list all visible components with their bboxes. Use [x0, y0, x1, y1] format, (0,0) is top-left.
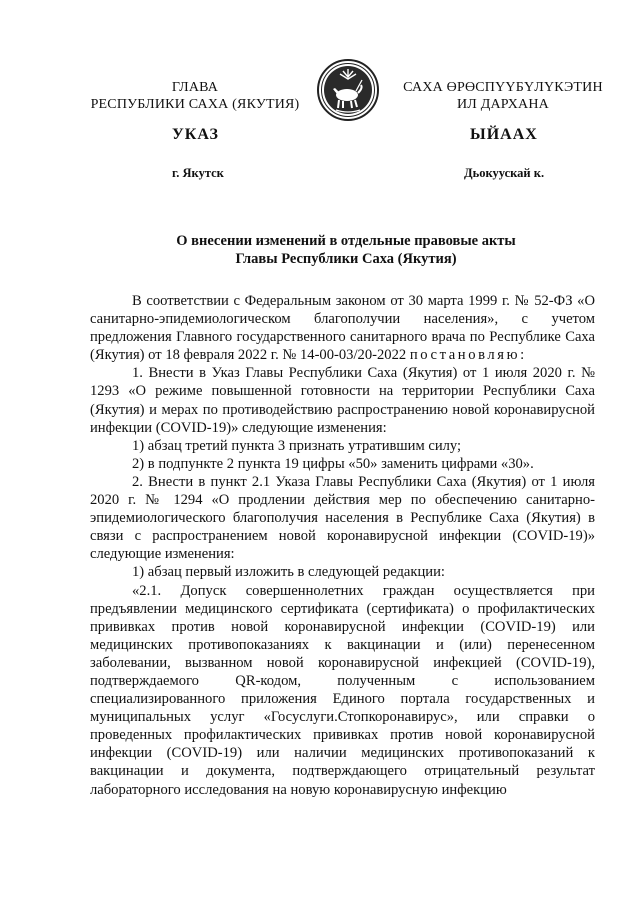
sakha-republic-emblem-icon: [316, 58, 380, 122]
decree-heading: [100, 232, 592, 268]
item-1-subitem-2: 2) в подпункте 2 пункта 19 цифры «50» заменить цифрами «30».: [132, 455, 534, 472]
heading-line-1: О внесении изменений в отдельные правовые акты: [176, 233, 516, 249]
item-2-paragraph: 2. Внести в пункт 2.1 Указа Главы Республики Саха (Якутия) от 1 июля 2020 г. № 1294 «О продлении действия мер по обеспечению санитарно-эпидемиологического благополучия населения в Республике Саха (Якутия) в связи с распространением новой коронавирусной инфекции (COVID-19)» следующие изменения:: [90, 473, 595, 563]
issuer-header-russian: [80, 79, 310, 113]
issuer-republic-sakha: САХА ӨРӨСПҮҮБҮЛҮКЭТИН: [403, 80, 603, 95]
new-clause-2-1: «2.1. Допуск совершеннолетних граждан осуществляется при предъявлении медицинского сертификата (сертификата) о профилактических прививках против новой коронавирусной инфекции (COVID-19) или медицинских противопоказаниях к вакцинации и (или) перенесенном заболевании, вызванном новой коронавирусной инфекцией (COVID-19), подтверждаемого QR-кодом, полученным с использованием специализированного приложения Единого портала государственных и муниципальных услуг «Госуслуги.Стопкоронавирус», или справки о проведенных профилактических прививках против новой коронавирусной инфекции (COVID-19) или наличии медицинских противопоказаний к вакцинации и документа, подтверждающего отрицательный результат лабораторного исследования на новую коронавирусную инфекцию: [90, 582, 595, 798]
item-1-subitem-1: 1) абзац третий пункта 3 признать утратившим силу;: [132, 437, 462, 454]
issuer-title-sakha: ИЛ ДАРХАНА: [456, 97, 549, 112]
issuer-republic-ru: РЕСПУБЛИКИ САХА (ЯКУТИЯ): [90, 97, 300, 112]
place-sakha: Дьокуускай к.: [464, 166, 545, 180]
decree-body: [90, 292, 595, 799]
doc-type-russian: УКАЗ: [172, 126, 219, 143]
preamble-text: В соответствии с Федеральным законом от 30 марта 1999 г. № 52-ФЗ «О санитарно-эпидемиологическом благополучии населения», с учетом предложения Главного государственного санитарного врача по Республике Саха (Якутия) от 18 февраля 2022 г. № 14-00-03/20-2022: [90, 293, 595, 364]
resolve-phrase: постановляю:: [409, 347, 527, 364]
heading-line-2: Главы Республики Саха (Якутия): [235, 251, 457, 267]
item-1-paragraph: 1. Внести в Указ Главы Республики Саха (Якутия) от 1 июля 2020 г. № 1293 «О режиме повышенной готовности на территории Республики Саха (Якутия) и мерах по противодействию распространению новой коронавирусной инфекции (COVID-19)» следующие изменения:: [90, 365, 595, 436]
preamble-paragraph: [90, 292, 595, 364]
issuer-title-ru: ГЛАВА: [171, 80, 219, 95]
item-2-subitem-1: 1) абзац первый изложить в следующей редакции:: [132, 564, 445, 581]
doc-type-sakha: ЫЙААХ: [470, 126, 538, 143]
issuer-header-sakha: [392, 79, 614, 113]
place-russian: г. Якутск: [172, 166, 224, 180]
